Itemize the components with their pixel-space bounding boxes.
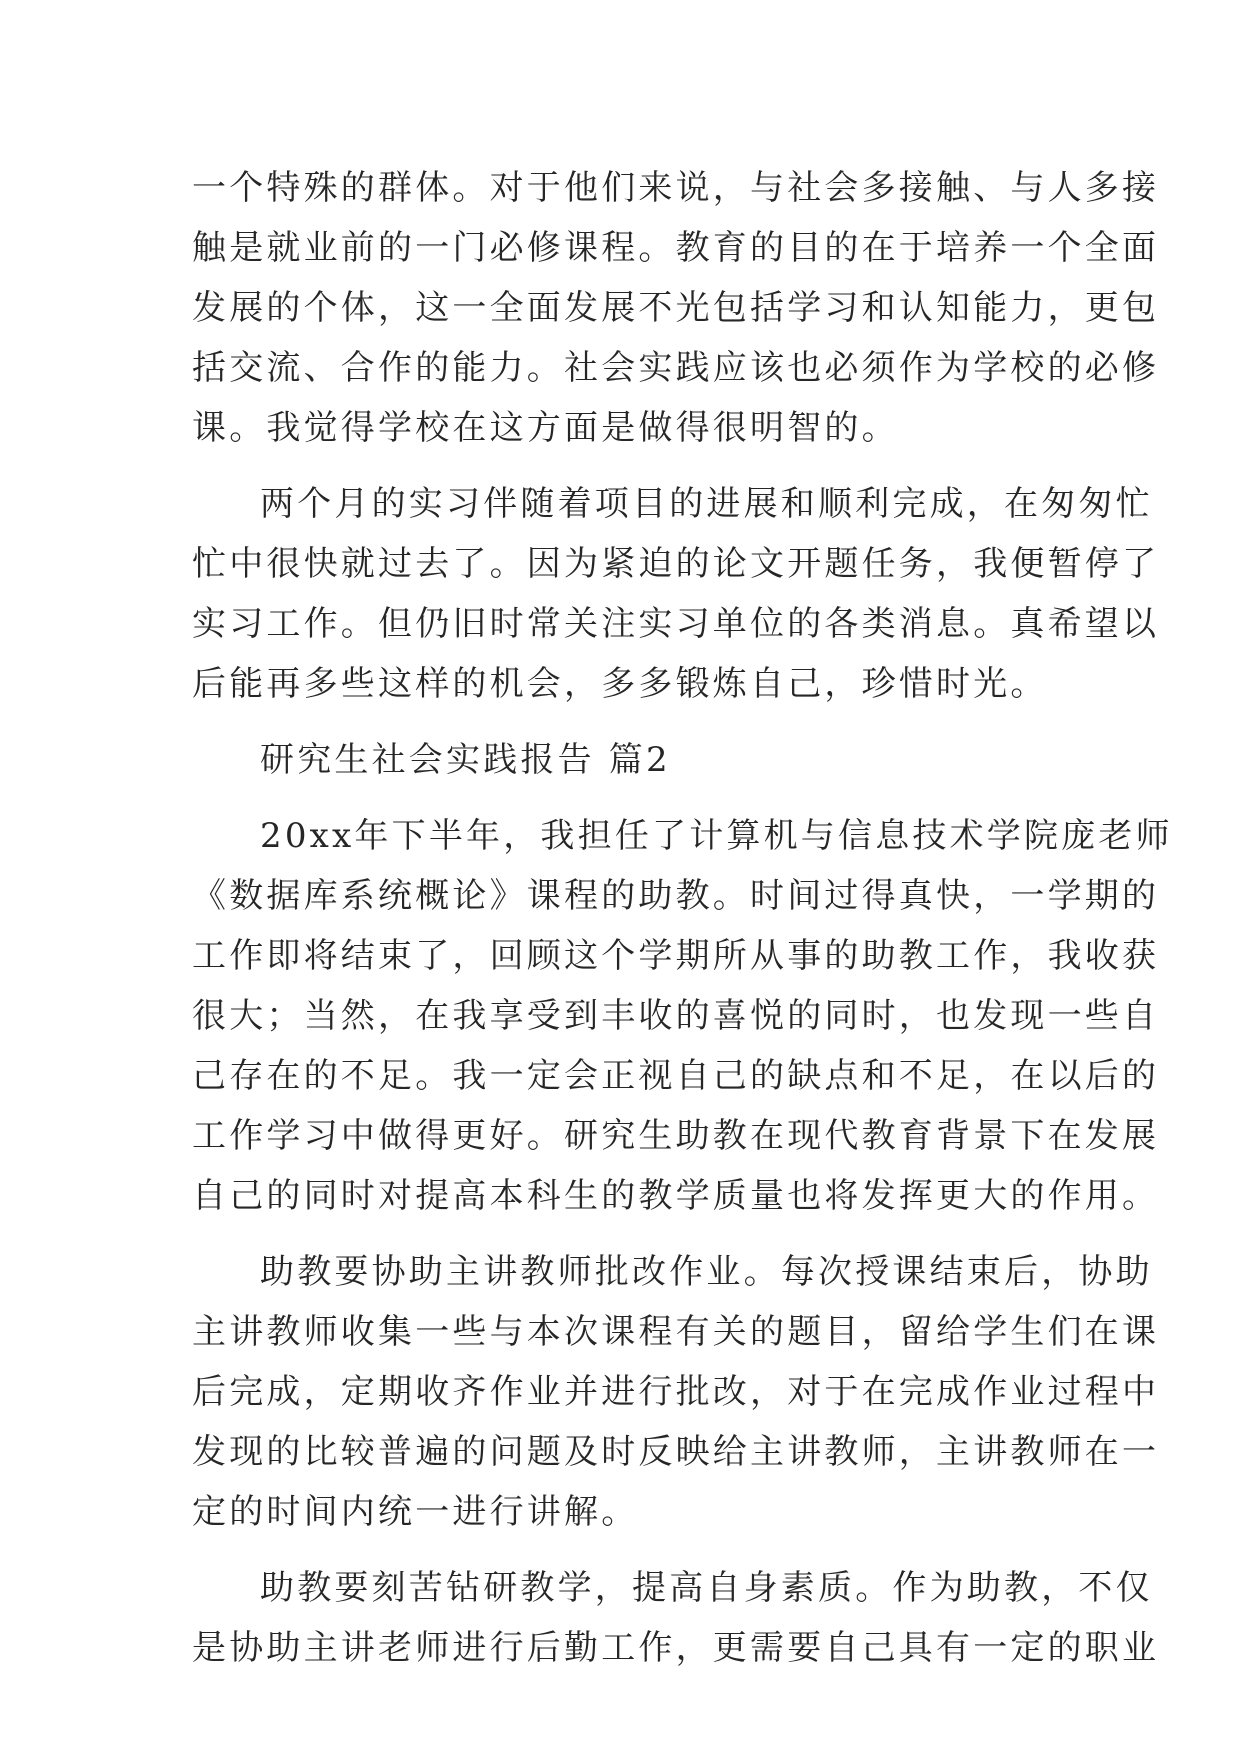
paragraph-line: 实习工作。但仍旧时常关注实习单位的各类消息。真希望以	[192, 604, 1160, 644]
paragraph-line: 助教要协助主讲教师批改作业。每次授课结束后，协助	[260, 1252, 1153, 1292]
paragraph-4	[192, 1242, 1160, 1542]
paragraph-3	[192, 806, 1173, 1226]
paragraph-line: 主讲教师收集一些与本次课程有关的题目，留给学生们在课	[192, 1312, 1160, 1352]
paragraph-line: 己存在的不足。我一定会正视自己的缺点和不足，在以后的	[192, 1056, 1160, 1096]
paragraph-line: 工作学习中做得更好。研究生助教在现代教育背景下在发展	[192, 1116, 1160, 1156]
paragraph-line: 定的时间内统一进行讲解。	[192, 1492, 639, 1532]
paragraph-line: 助教要刻苦钻研教学，提高自身素质。作为助教，不仅	[260, 1568, 1153, 1608]
paragraph-line: 后完成，定期收齐作业并进行批改，对于在完成作业过程中	[192, 1372, 1160, 1412]
paragraph-line: 忙中很快就过去了。因为紧迫的论文开题任务，我便暂停了	[192, 544, 1160, 584]
paragraph-line: 发现的比较普遍的问题及时反映给主讲教师，主讲教师在一	[192, 1432, 1160, 1472]
paragraph-line: 课。我觉得学校在这方面是做得很明智的。	[192, 408, 899, 448]
paragraph-line: 后能再多些这样的机会，多多锻炼自己，珍惜时光。	[192, 664, 1048, 704]
paragraph-line: 触是就业前的一门必修课程。教育的目的在于培养一个全面	[192, 228, 1160, 268]
paragraph-line: 两个月的实习伴随着项目的进展和顺利完成，在匆匆忙	[260, 484, 1153, 524]
paragraph-2	[192, 474, 1160, 714]
paragraph-1	[192, 158, 1160, 458]
paragraph-5	[192, 1558, 1160, 1678]
paragraph-line: 《数据库系统概论》课程的助教。时间过得真快，一学期的	[192, 876, 1160, 916]
paragraph-line: 自己的同时对提高本科生的教学质量也将发挥更大的作用。	[192, 1176, 1160, 1216]
section-heading: 研究生社会实践报告 篇2	[260, 740, 671, 780]
paragraph-line: 20xx年下半年，我担任了计算机与信息技术学院庞老师	[260, 816, 1173, 856]
paragraph-line: 很大；当然，在我享受到丰收的喜悦的同时，也发现一些自	[192, 996, 1160, 1036]
document-body	[192, 158, 1173, 1678]
paragraph-line: 工作即将结束了，回顾这个学期所从事的助教工作，我收获	[192, 936, 1160, 976]
paragraph-line: 一个特殊的群体。对于他们来说，与社会多接触、与人多接	[192, 168, 1160, 208]
paragraph-line: 发展的个体，这一全面发展不光包括学习和认知能力，更包	[192, 288, 1160, 328]
paragraph-line: 括交流、合作的能力。社会实践应该也必须作为学校的必修	[192, 348, 1160, 388]
paragraph-line: 是协助主讲老师进行后勤工作，更需要自己具有一定的职业	[192, 1628, 1160, 1668]
